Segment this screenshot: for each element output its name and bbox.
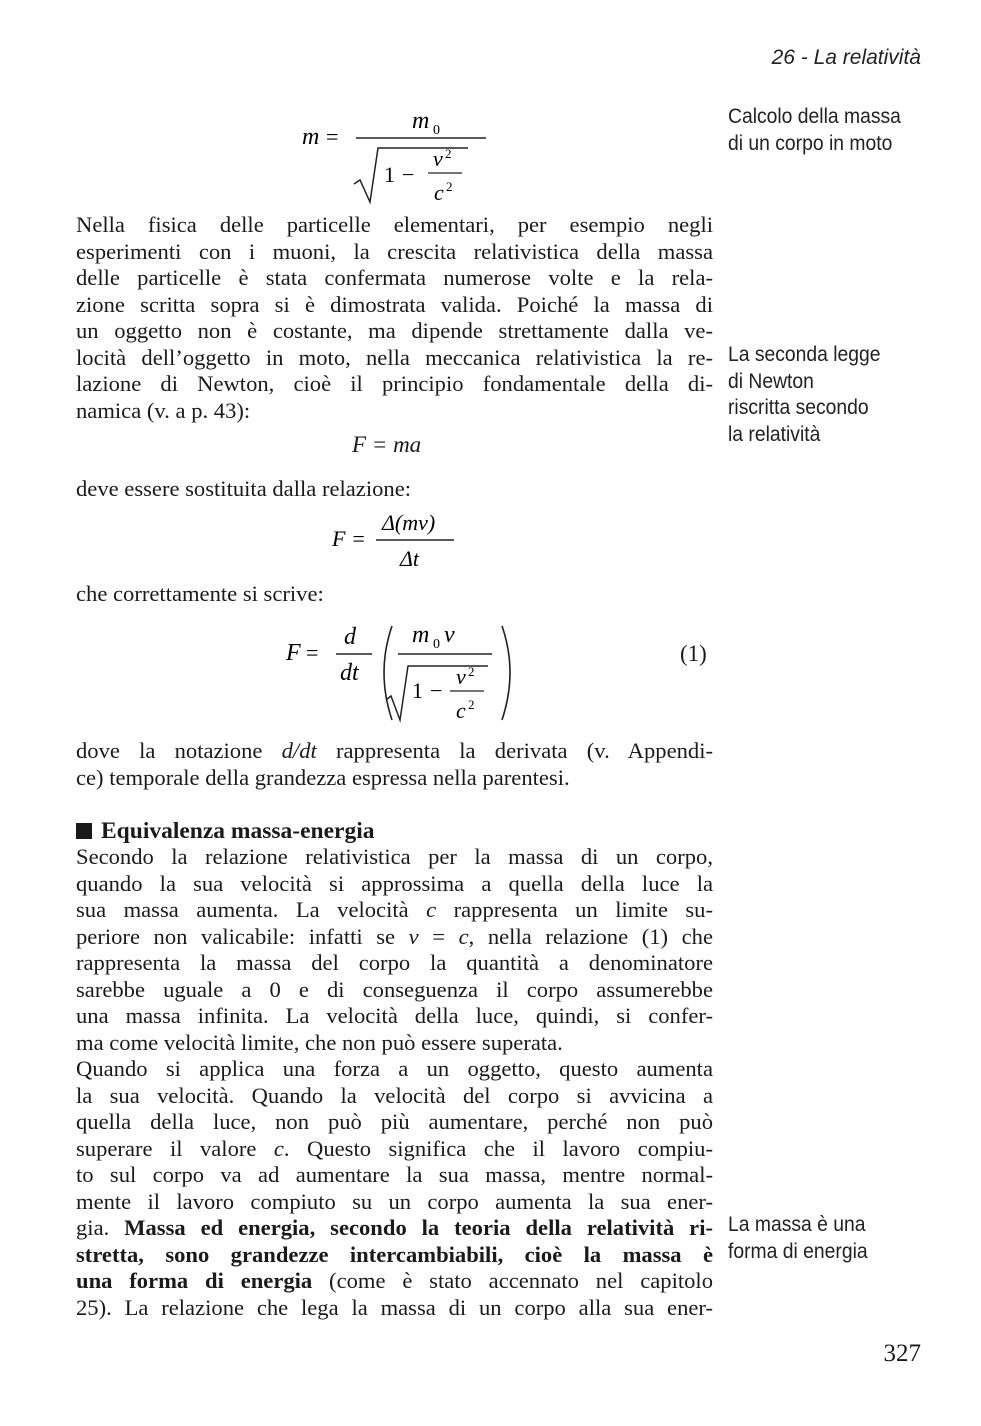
eq-equals: = bbox=[326, 124, 339, 149]
paragraph-correctly-written bbox=[76, 581, 713, 608]
margin-note-mass-energy bbox=[728, 1212, 921, 1265]
text-line: una massa infinita. La velocità della luce, quindi, si confer- bbox=[76, 1003, 713, 1028]
eq-one: 1 bbox=[384, 162, 395, 187]
margin-note-line: Calcolo della massa bbox=[728, 105, 901, 128]
eq-num: m bbox=[412, 622, 430, 648]
eq-c: c bbox=[434, 180, 444, 205]
eq-dt: dt bbox=[340, 660, 359, 686]
margin-note-line: di Newton bbox=[728, 369, 814, 393]
text-line: quella della luce, non può più aumentare, perché non può bbox=[76, 1109, 713, 1134]
square-bullet-icon bbox=[76, 823, 92, 839]
eq-v: v bbox=[456, 664, 466, 689]
eq-v-exp: 2 bbox=[445, 146, 452, 161]
text-line: ma come velocità limite, che non può essere superata. bbox=[76, 1029, 563, 1055]
text-line: deve essere sostituita dalla relazione: bbox=[76, 476, 412, 501]
paragraph-work-and-mass bbox=[76, 1056, 713, 1321]
eq-c: c bbox=[456, 698, 466, 723]
eq-num: Δ(mv) bbox=[382, 510, 436, 535]
paragraph-particle-physics bbox=[76, 212, 713, 424]
text-line: la sua velocità. Quando la velocità del corpo si avvicina a bbox=[76, 1082, 713, 1108]
margin-note-line: La seconda legge bbox=[728, 343, 881, 366]
page-number: 327 bbox=[883, 1340, 921, 1367]
text-line: Quando si applica una forza a un oggetto, questo aumenta bbox=[76, 1056, 713, 1081]
eq-num: m bbox=[412, 108, 430, 134]
eq-num-sub: 0 bbox=[433, 123, 440, 138]
text-line: rappresenta la massa del corpo la quantità a denominatore bbox=[76, 950, 713, 975]
margin-note-line: di un corpo in moto bbox=[728, 131, 893, 155]
text-line: periore non valicabile: infatti se v = c, nella relazione (1) che bbox=[76, 923, 713, 949]
text-line: un oggetto non è costante, ma dipende strettamente dalla ve- bbox=[76, 318, 713, 343]
equation-newton: F = ma bbox=[352, 432, 422, 457]
margin-note-line: la relatività bbox=[728, 422, 821, 446]
eq-minus: − bbox=[430, 678, 443, 703]
eq-num-v: v bbox=[444, 622, 455, 648]
margin-note-line: La massa è una bbox=[728, 1213, 866, 1236]
eq-lhs: F = bbox=[332, 526, 366, 551]
text-line: stretta, sono grandezze intercambiabili, cioè la massa è bbox=[76, 1241, 713, 1267]
text-line: esperimenti con i muoni, la crescita relativistica della massa bbox=[76, 238, 713, 264]
text-line: mente il lavoro compiuto su un corpo aumenta la sua ener- bbox=[76, 1188, 713, 1214]
text-line: delle particelle è stata confermata numerose volte e la rela- bbox=[76, 265, 713, 290]
eq-lhs: m bbox=[302, 124, 320, 150]
eq-lhs: F bbox=[286, 640, 301, 666]
section-heading bbox=[76, 818, 375, 845]
margin-note-line: riscritta secondo bbox=[728, 396, 869, 419]
paragraph-derivative-note bbox=[76, 738, 713, 791]
margin-note-newton bbox=[728, 342, 921, 448]
text-line: zione scritta sopra si è dimostrata valida. Poiché la massa di bbox=[76, 291, 713, 317]
text-line: una forma di energia (come è stato accennato nel capitolo bbox=[76, 1268, 713, 1293]
eq-d: d bbox=[344, 624, 356, 650]
equation-number: (1) bbox=[680, 641, 707, 666]
text-line: dove la notazione d/dt rappresenta la derivata (v. Appendi- bbox=[76, 738, 713, 763]
text-line: sarebbe uguale a 0 e di conseguenza il corpo assumerebbe bbox=[76, 976, 713, 1002]
text-line: 25). La relazione che lega la massa di un corpo alla sua ener- bbox=[76, 1294, 713, 1320]
text-line: to sul corpo va ad aumentare la sua massa, mentre normal- bbox=[76, 1162, 713, 1187]
margin-note-mass-calc bbox=[728, 104, 921, 157]
eq-c-exp: 2 bbox=[468, 697, 475, 712]
text-line: locità dell’oggetto in moto, nella meccanica relativistica la re- bbox=[76, 344, 713, 370]
text-line: Nella fisica delle particelle elementari, per esempio negli bbox=[76, 212, 713, 237]
eq-c-exp: 2 bbox=[446, 179, 453, 194]
eq-den: Δt bbox=[400, 546, 420, 571]
eq-v: v bbox=[433, 146, 443, 171]
text-line: quando la sua velocità si approssima a quella della luce la bbox=[76, 870, 713, 896]
section-heading-text: Equivalenza massa-energia bbox=[101, 818, 375, 844]
text-line: lazione di Newton, cioè il principio fondamentale della di- bbox=[76, 371, 713, 396]
text-line: ce) temporale della grandezza espressa nella parentesi. bbox=[76, 764, 570, 790]
text-line: che correttamente si scrive: bbox=[76, 581, 324, 606]
paragraph-mass-increase bbox=[76, 844, 713, 1056]
eq-one: 1 bbox=[412, 678, 423, 703]
equation-derivative bbox=[280, 614, 530, 730]
eq-minus: − bbox=[402, 162, 415, 187]
text-line: Secondo la relazione relativistica per la massa di un corpo, bbox=[76, 844, 713, 869]
eq-equals: = bbox=[306, 640, 319, 665]
eq-v-exp: 2 bbox=[468, 664, 475, 679]
equation-momentum bbox=[326, 506, 466, 576]
text-line: namica (v. a p. 43): bbox=[76, 397, 251, 423]
text-line: sua massa aumenta. La velocità c rappresenta un limite su- bbox=[76, 897, 714, 922]
paragraph-replaced-by bbox=[76, 476, 713, 503]
equation-relativistic-mass bbox=[290, 100, 510, 210]
text-line: superare il valore c. Questo significa che il lavoro compiu- bbox=[76, 1135, 713, 1161]
eq-num-sub: 0 bbox=[433, 637, 440, 652]
running-header: 26 - La relatività bbox=[771, 46, 921, 69]
text-line: gia. Massa ed energia, secondo la teoria della relatività ri- bbox=[76, 1215, 714, 1240]
margin-note-line: forma di energia bbox=[728, 1239, 868, 1263]
